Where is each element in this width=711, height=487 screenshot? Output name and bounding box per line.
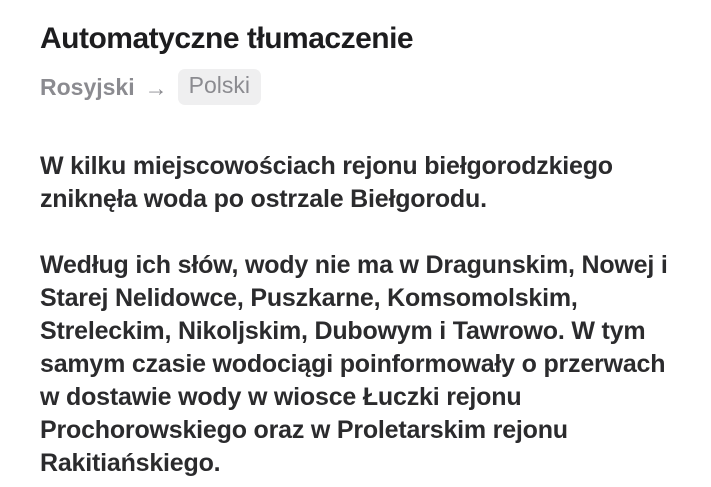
target-language-chip[interactable]: Polski bbox=[178, 69, 261, 105]
arrow-right-icon: → bbox=[144, 74, 168, 101]
translated-paragraph-2: Według ich słów, wody nie ma w Dragunskim, Nowej i Starej Nelidowce, Puszkarne, Komsomolskim, Streleckim, Nikoljskim, Dubowym i Tawrowo. W tym samym czasie wodociągi poinformowały o przerwach w dostawie wody w wiosce Łuczki rejonu Prochorowskiego oraz w Proletarskim rejonu Rakitiańskiego. bbox=[40, 251, 668, 477]
language-bar bbox=[40, 69, 685, 105]
source-language-label: Rosyjski bbox=[40, 73, 135, 100]
translated-paragraph-1: W kilku miejscowościach rejonu biełgorodzkiego zniknęła woda po ostrzale Biełgorodu. bbox=[40, 152, 613, 213]
page-title: Automatyczne tłumaczenie bbox=[40, 22, 414, 55]
translated-text bbox=[40, 150, 685, 480]
